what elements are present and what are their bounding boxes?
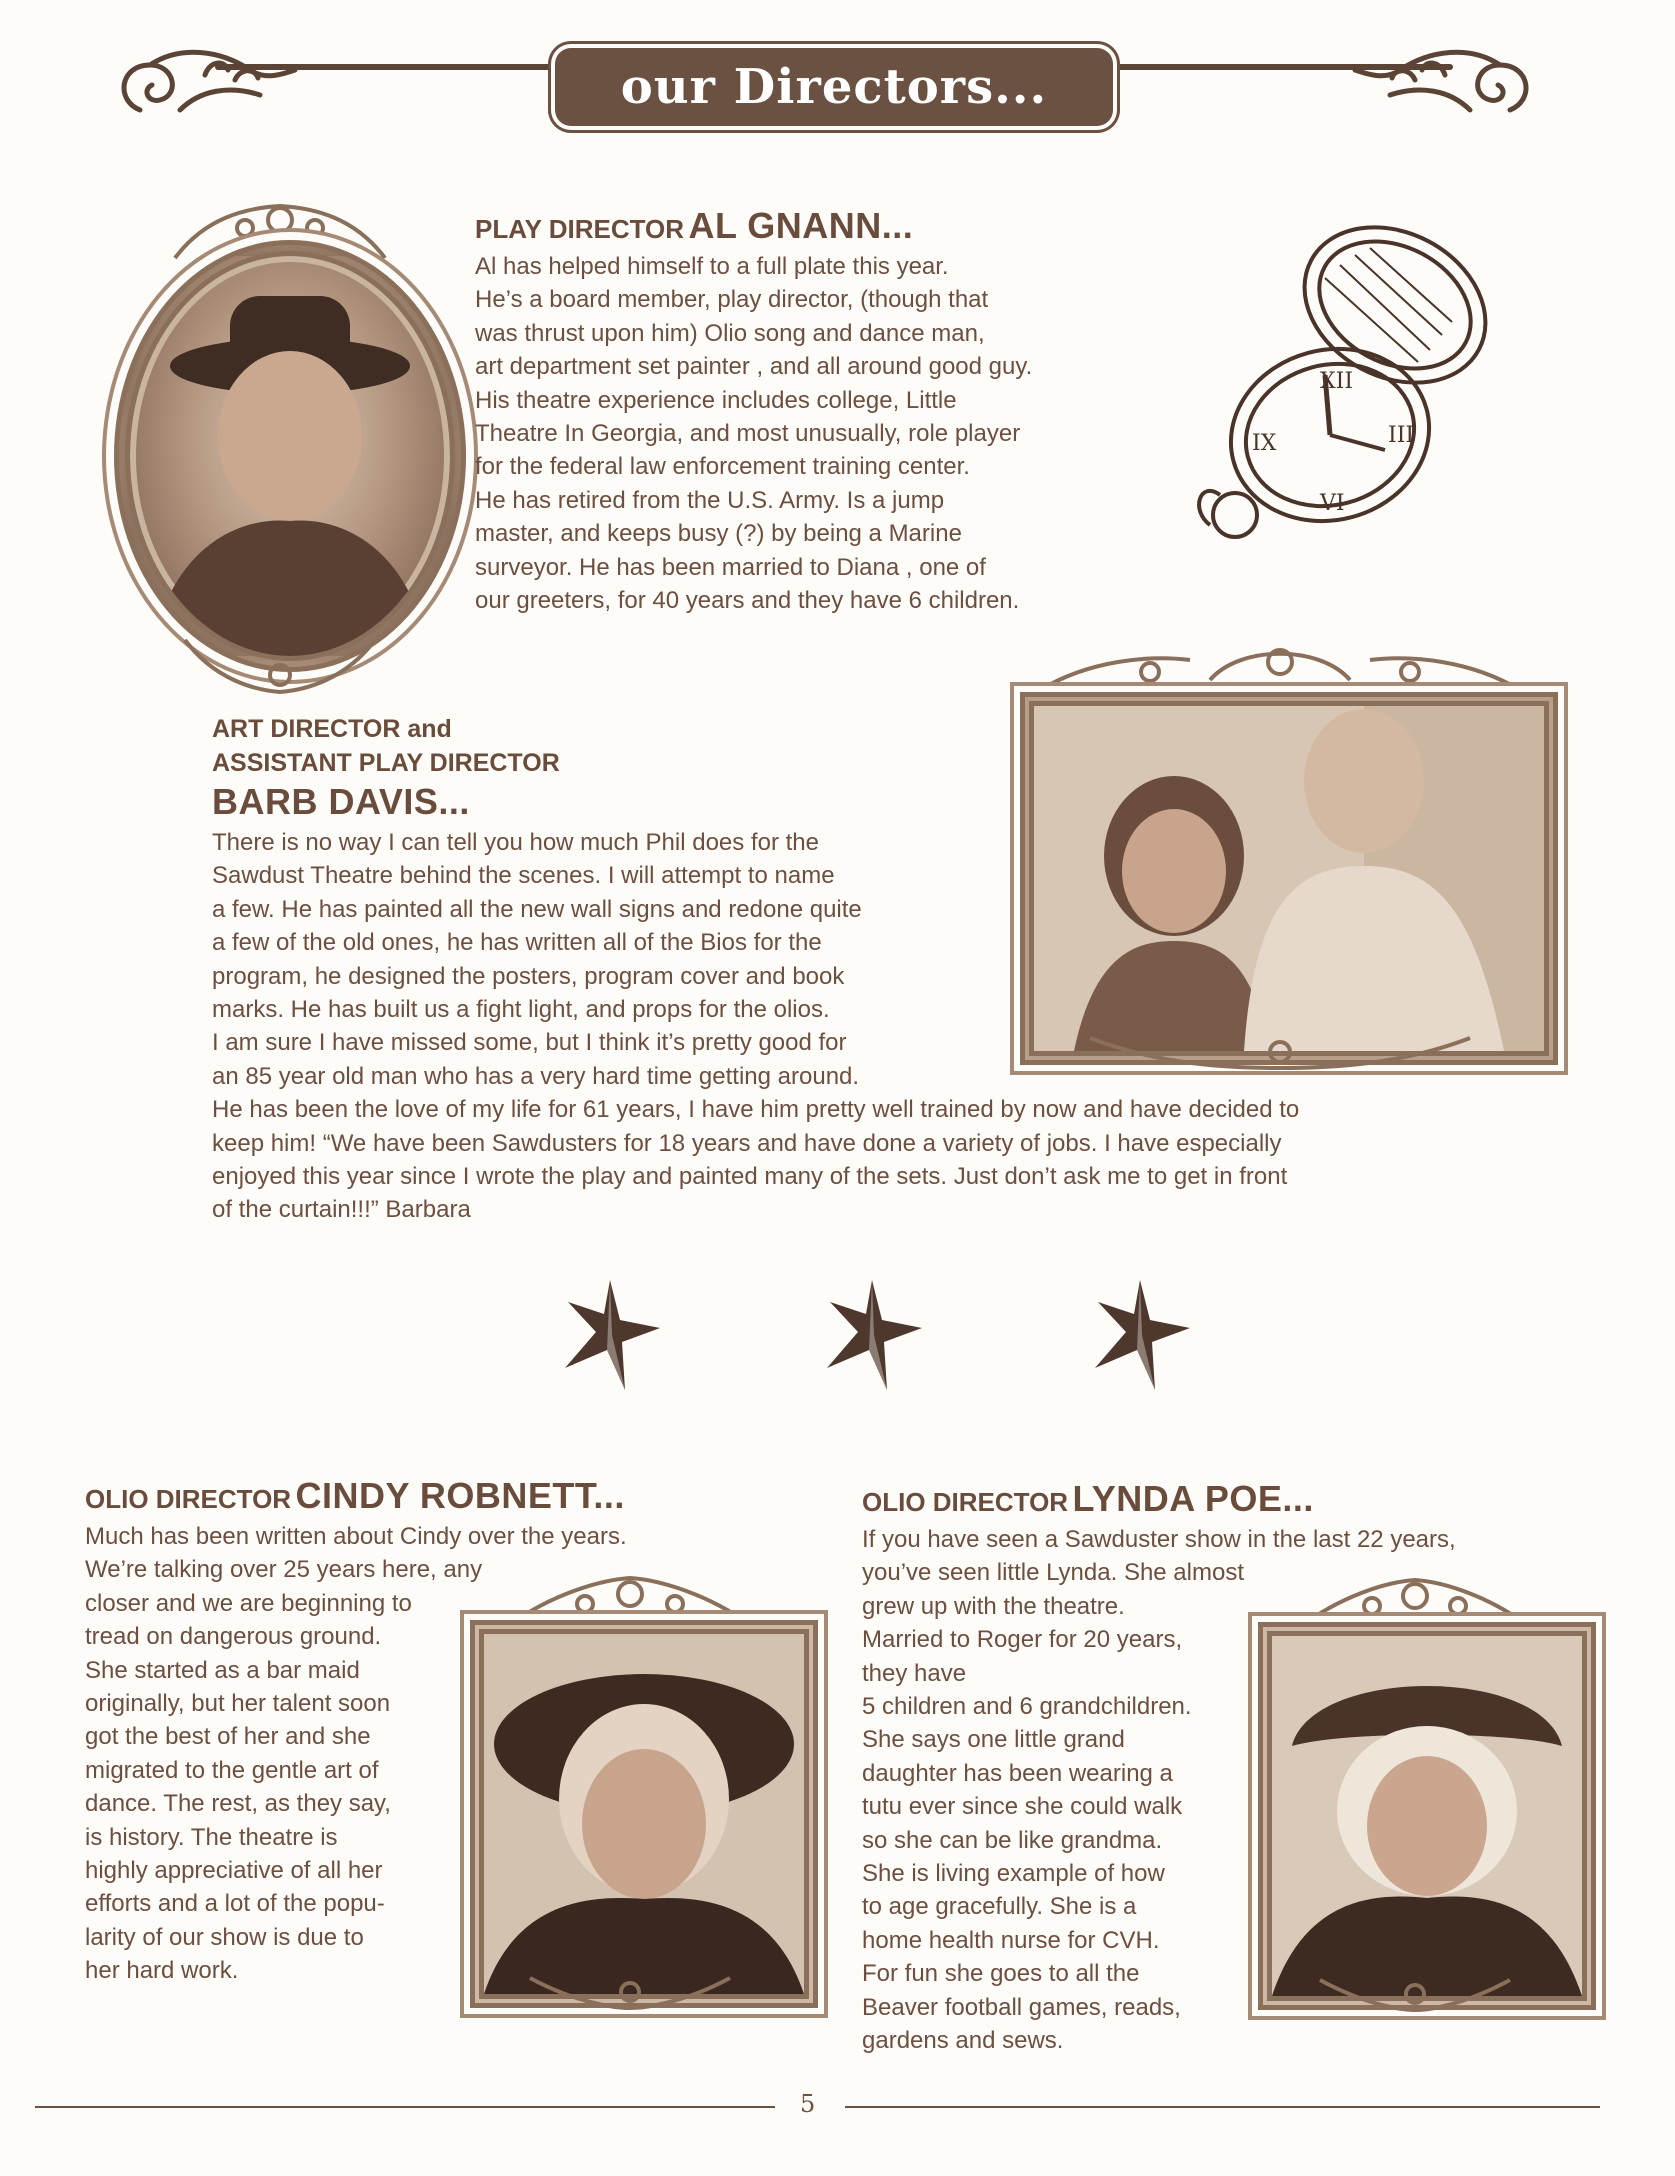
play-director-name: AL GNANN... [688,205,914,246]
bio-line: a few of the old ones, he has written all of the Bios for the [212,929,822,957]
page-title: our Directors... [555,48,1113,126]
bio-line: migrated to the gentle art of [85,1756,379,1784]
bio-line: larity of our show is due to [85,1923,364,1951]
star-ornament [1090,1280,1190,1390]
star-ornament [560,1280,660,1390]
bio-line: art department set painter , and all around good guy. [475,353,1033,381]
bio-line: For fun she goes to all the [862,1960,1140,1988]
bio-line: There is no way I can tell you how much Phil does for the [212,829,819,856]
play-director-role: PLAY DIRECTOR [475,214,685,244]
bio-line: highly appreciative of all her [85,1857,383,1885]
bio-line: We’re talking over 25 years here, any [85,1556,483,1584]
frame-crest-bottom [175,630,385,700]
bio-line: tutu ever since she could walk [862,1793,1183,1821]
frame-crest-bottom [1080,1030,1480,1075]
frame-crest-bottom [520,1970,740,2015]
bio-line: surveyor. He has been married to Diana , one of [475,553,986,581]
bio-line: closer and we are beginning to [85,1589,412,1617]
bio-line: He’s a board member, play director, (though that [475,286,989,314]
bio-line: grew up with the theatre. [862,1592,1125,1620]
bio-line: He has retired from the U.S. Army. Is a jump [475,486,945,514]
bio-line: Theatre In Georgia, and most unusually, role player [475,420,1021,448]
olio-lynda-role: OLIO DIRECTOR [862,1487,1069,1517]
bio-line: for the federal law enforcement training center. [475,453,970,481]
bio-line: marks. He has built us a fight light, and props for the olios. [212,996,830,1024]
bio-line: a few. He has painted all the new wall signs and redone quite [212,895,862,923]
bio-line: If you have seen a Sawduster show in the last 22 years, [862,1526,1456,1553]
bio-line: He has been the love of my life for 61 years, I have him pretty well trained by now and have decided to [212,1096,1300,1124]
art-director-name: BARB DAVIS... [212,781,470,822]
bio-line: is history. The theatre is [85,1823,338,1851]
page-number: 5 [800,2090,816,2118]
bio-line: originally, but her talent soon [85,1690,391,1718]
bio-line: to age gracefully. She is a [862,1893,1137,1921]
bio-line: Much has been written about Cindy over the years. [85,1523,627,1550]
bio-line: keep him! “We have been Sawdusters for 18 years and have done a variety of jobs. I have especially [212,1129,1282,1157]
bio-line: master, and keeps busy (?) by being a Marine [475,520,962,548]
bio-line: Married to Roger for 20 years, [862,1626,1183,1654]
bio-line: they have [862,1659,967,1687]
bio-line: got the best of her and she [85,1723,371,1751]
bio-line: enjoyed this year since I wrote the play and painted many of the sets. Just don’t ask me to get in front [212,1163,1288,1191]
star-ornament [822,1280,922,1390]
bio-line: her hard work. [85,1957,239,1985]
portrait-cindy-robnett [470,1620,818,2008]
svg-text:XII: XII [1320,369,1354,394]
bio-line: efforts and a lot of the popu- [85,1890,385,1918]
bio-line: dance. The rest, as they say, [85,1790,391,1818]
bio-line: I am sure I have missed some, but I think it’s pretty good for [212,1029,847,1057]
bio-line: of the curtain!!!” Barbara [212,1196,471,1224]
art-director-role-line-2: ASSISTANT PLAY DIRECTOR [212,749,560,777]
bio-line: was thrust upon him) Olio song and dance man, [475,319,985,347]
bio-line: 5 children and 6 grandchildren. [862,1693,1192,1721]
footer-rule-left [35,2106,775,2108]
olio-cindy-name: CINDY ROBNETT... [295,1475,625,1516]
pocket-watch-illustration [1180,210,1510,570]
bio-line: an 85 year old man who has a very hard time getting around. [212,1062,860,1090]
bio-line: She says one little grand [862,1726,1125,1754]
svg-text:III: III [1388,423,1415,448]
bio-line: home health nurse for CVH. [862,1926,1160,1954]
portrait-al-gnann [114,240,466,672]
bio-line: tread on dangerous ground. [85,1623,382,1651]
bio-line: Beaver football games, reads, [862,1993,1181,2021]
bio-line: She is living example of how [862,1860,1165,1888]
bio-line: His theatre experience includes college, Little [475,386,957,414]
art-director-role-line-1: ART DIRECTOR and [212,715,452,743]
bio-line: our greeters, for 40 years and they have 6 children. [475,587,1020,615]
bio-line: so she can be like grandma. [862,1826,1163,1854]
olio-cindy-role: OLIO DIRECTOR [85,1484,292,1514]
bio-line: Al has helped himself to a full plate this year. [475,253,949,280]
bio-line: Sawdust Theatre behind the scenes. I will attempt to name [212,862,835,890]
svg-text:IX: IX [1252,431,1277,456]
olio-lynda-name: LYNDA POE... [1072,1478,1314,1519]
svg-text:VI: VI [1320,491,1345,516]
bio-line: you’ve seen little Lynda. She almost [862,1559,1244,1587]
scroll-ornament-left [110,40,300,140]
bio-line: daughter has been wearing a [862,1759,1173,1787]
portrait-lynda-poe [1258,1622,1596,2010]
scroll-ornament-right [1350,40,1540,140]
frame-crest-bottom [1310,1972,1520,2017]
bio-line: She started as a bar maid [85,1656,360,1684]
photo-barb-and-phil-davis [1020,692,1558,1065]
bio-line: program, he designed the posters, program cover and book [212,962,845,990]
bio-line: gardens and sews. [862,2027,1064,2055]
play-director-bio [475,250,1115,617]
frame-crest-top [1030,640,1530,695]
footer-rule-right [845,2106,1600,2108]
